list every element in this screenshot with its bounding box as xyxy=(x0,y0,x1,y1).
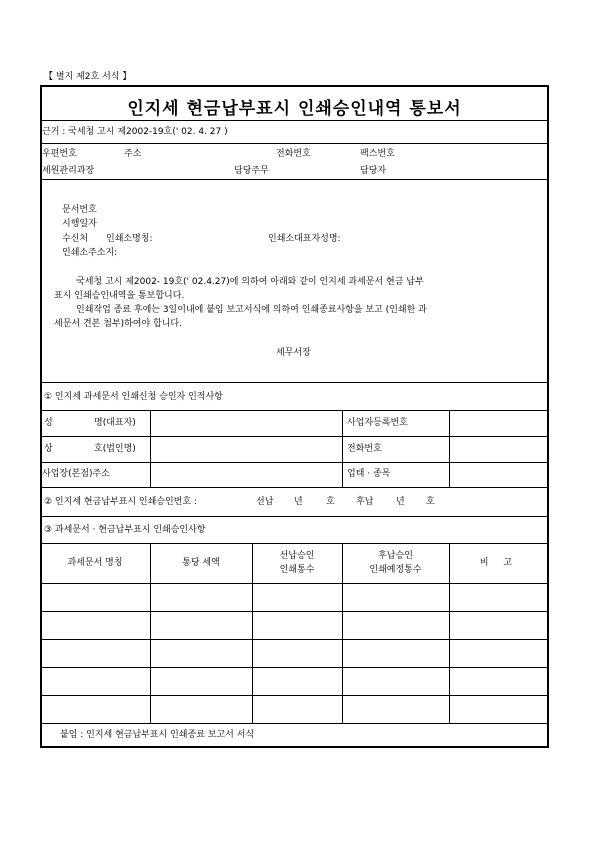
divider xyxy=(40,120,549,121)
biz-type-label: 업태 · 종목 xyxy=(347,469,391,479)
col-header-postpaid-line1: 후납승인 xyxy=(378,551,413,561)
col-header-postpaid-line2: 인쇄예정통수 xyxy=(369,565,422,575)
divider xyxy=(40,436,549,437)
signer: 세무서장 xyxy=(276,348,311,358)
number-label: 호 xyxy=(426,497,435,507)
divider xyxy=(40,516,549,517)
divider xyxy=(40,143,549,144)
attachment-text: 붙임 : 인지세 현금납부표시 인쇄종료 보고서 서식 xyxy=(60,730,255,740)
divider xyxy=(40,410,549,411)
postpaid-label: 후납 xyxy=(356,497,374,507)
officer-label: 담당주무 xyxy=(234,166,269,176)
divider xyxy=(449,410,450,487)
divider xyxy=(40,695,549,696)
divider xyxy=(449,543,450,723)
divider xyxy=(40,611,549,612)
col-header-tax-per-copy: 통당 세액 xyxy=(182,558,220,568)
biz-address-label: 사업장(본점)주소 xyxy=(42,469,110,479)
memo-body-line: 세문서 견본 첨부)하여야 합니다. xyxy=(54,319,182,329)
basis-text: 근거 : 국세청 고시 제2002-19호(' 02. 4. 27 ) xyxy=(42,127,228,137)
section1-title: ① 인지세 과세문서 인쇄신청 승인자 인적사항 xyxy=(44,392,223,402)
print-place-name-label: 인쇄소명칭: xyxy=(106,234,153,244)
divider xyxy=(40,487,549,488)
memo-body-line: 인쇄작업 종료 후에는 3일이내에 붙임 보고서식에 의하여 인쇄종료사항을 보고 (인쇄한 과 xyxy=(76,305,427,315)
doc-no-label: 문서번호 xyxy=(62,205,97,215)
year-label: 년 xyxy=(396,497,405,507)
col-header-remarks: 비 고 xyxy=(479,558,519,568)
divider xyxy=(150,410,151,487)
memo-body-line: 국세청 고시 제2002- 19호(' 02.4.27)에 의하여 아래와 같이 인지세 과세문서 현금 납부 xyxy=(76,277,424,287)
divider xyxy=(40,462,549,463)
prepaid-label: 선납 xyxy=(256,497,274,507)
divider xyxy=(40,382,549,383)
date-label: 시행일자 xyxy=(62,219,97,229)
divider xyxy=(40,667,549,668)
phone-label-2: 전화번호 xyxy=(347,444,382,454)
address-label: 주소 xyxy=(124,149,142,159)
biz-reg-no-label: 사업자등록번호 xyxy=(347,418,408,428)
section3-title: ③ 과세문서 · 현금납부표시 인쇄승인사항 xyxy=(44,525,206,535)
recipient-label: 수신처 xyxy=(62,234,89,244)
print-rep-name-label: 인쇄소대표자성명: xyxy=(268,234,341,244)
memo-body-line: 표시 인쇄승인내역을 통보합니다. xyxy=(54,291,185,301)
page-title: 인지세 현금납부표시 인쇄승인내역 통보서 xyxy=(127,99,462,119)
staff-label: 담당자 xyxy=(360,166,387,176)
print-address-label: 인쇄소주소지: xyxy=(62,248,118,258)
dept-label: 세원관리과장 xyxy=(42,166,95,176)
name-label-b: 명(대표자) xyxy=(94,418,136,428)
fax-label: 팩스번호 xyxy=(360,149,395,159)
divider xyxy=(40,723,549,724)
name-label-a: 성 xyxy=(44,418,53,428)
phone-label: 전화번호 xyxy=(276,149,311,159)
trade-label-b: 호(법인명) xyxy=(94,444,136,454)
col-header-doc-name: 과세문서 명칭 xyxy=(67,558,123,568)
col-header-prepaid-line1: 선납승인 xyxy=(279,551,315,561)
section2-label: ② 인지세 현금납부표시 인쇄승인번호 : xyxy=(44,497,197,507)
postal-code-label: 우편번호 xyxy=(42,149,77,159)
divider xyxy=(40,543,549,544)
divider xyxy=(40,639,549,640)
trade-label-a: 상 xyxy=(44,444,53,454)
form-label: 【 별지 제2호 서식 】 xyxy=(44,72,132,82)
divider xyxy=(40,583,549,584)
number-label: 호 xyxy=(326,497,335,507)
divider xyxy=(150,543,151,723)
col-header-prepaid-line2: 인쇄통수 xyxy=(279,565,315,575)
form-frame xyxy=(40,85,549,748)
divider xyxy=(342,410,343,487)
year-label: 년 xyxy=(294,497,303,507)
divider xyxy=(40,179,549,180)
